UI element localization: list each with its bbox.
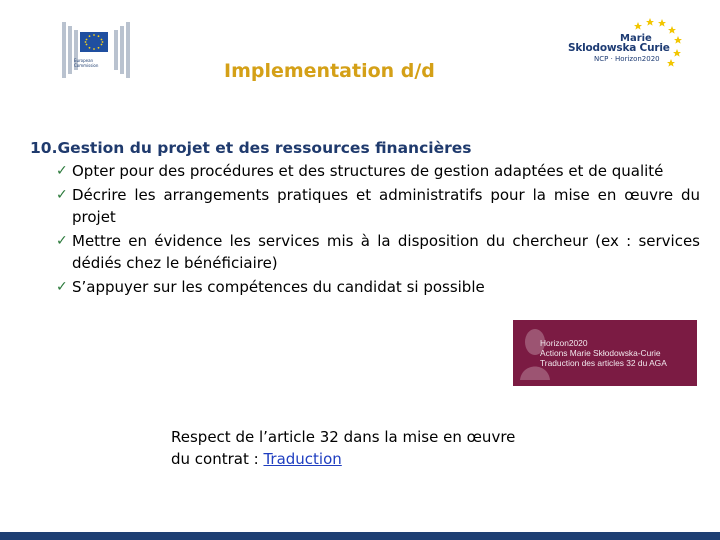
slide-title: Implementation d/d	[224, 60, 435, 82]
checklist	[30, 160, 700, 298]
msca-logo-line2: Sklodowska Curie	[568, 42, 670, 54]
list-item	[56, 276, 700, 298]
note-line2	[171, 448, 515, 470]
note-line2-prefix: du contrat :	[171, 450, 264, 468]
list-item-text: Décrire les arrangements pratiques et administratifs pour la mise en œuvre du projet	[72, 186, 700, 226]
cover-line2: Actions Marie Skłodowska-Curie	[540, 348, 661, 358]
respect-note	[171, 426, 515, 470]
msca-logo-line1: Marie	[620, 33, 652, 44]
document-cover-text	[540, 338, 667, 368]
check-icon: ✓	[56, 233, 68, 249]
list-item-text: S’appuyer sur les compétences du candidat si possible	[72, 278, 485, 296]
ec-logo-caption: European Commission	[74, 58, 99, 68]
list-item	[56, 230, 700, 274]
check-icon: ✓	[56, 279, 68, 295]
list-item-text: Opter pour des procédures et des structures de gestion adaptées et de qualité	[72, 162, 664, 180]
msca-logo-line3: NCP · Horizon2020	[594, 55, 660, 63]
cover-line1: Horizon2020	[540, 338, 588, 348]
list-item	[56, 160, 700, 182]
traduction-link[interactable]: Traduction	[263, 450, 342, 468]
cover-line3: Traduction des articles 32 du AGA	[540, 358, 667, 368]
list-item-text: Mettre en évidence les services mis à la disposition du chercheur (ex : services dédiés chez le bénéficiaire)	[72, 232, 700, 272]
list-item	[56, 184, 700, 228]
note-line1: Respect de l’article 32 dans la mise en œuvre	[171, 428, 516, 446]
european-commission-logo	[52, 20, 142, 78]
bottom-band	[0, 532, 720, 540]
top-band	[0, 0, 720, 12]
section-content	[30, 138, 700, 300]
check-icon: ✓	[56, 163, 68, 179]
check-icon: ✓	[56, 187, 68, 203]
section-heading: 10.Gestion du projet et des ressources financières	[30, 139, 472, 157]
